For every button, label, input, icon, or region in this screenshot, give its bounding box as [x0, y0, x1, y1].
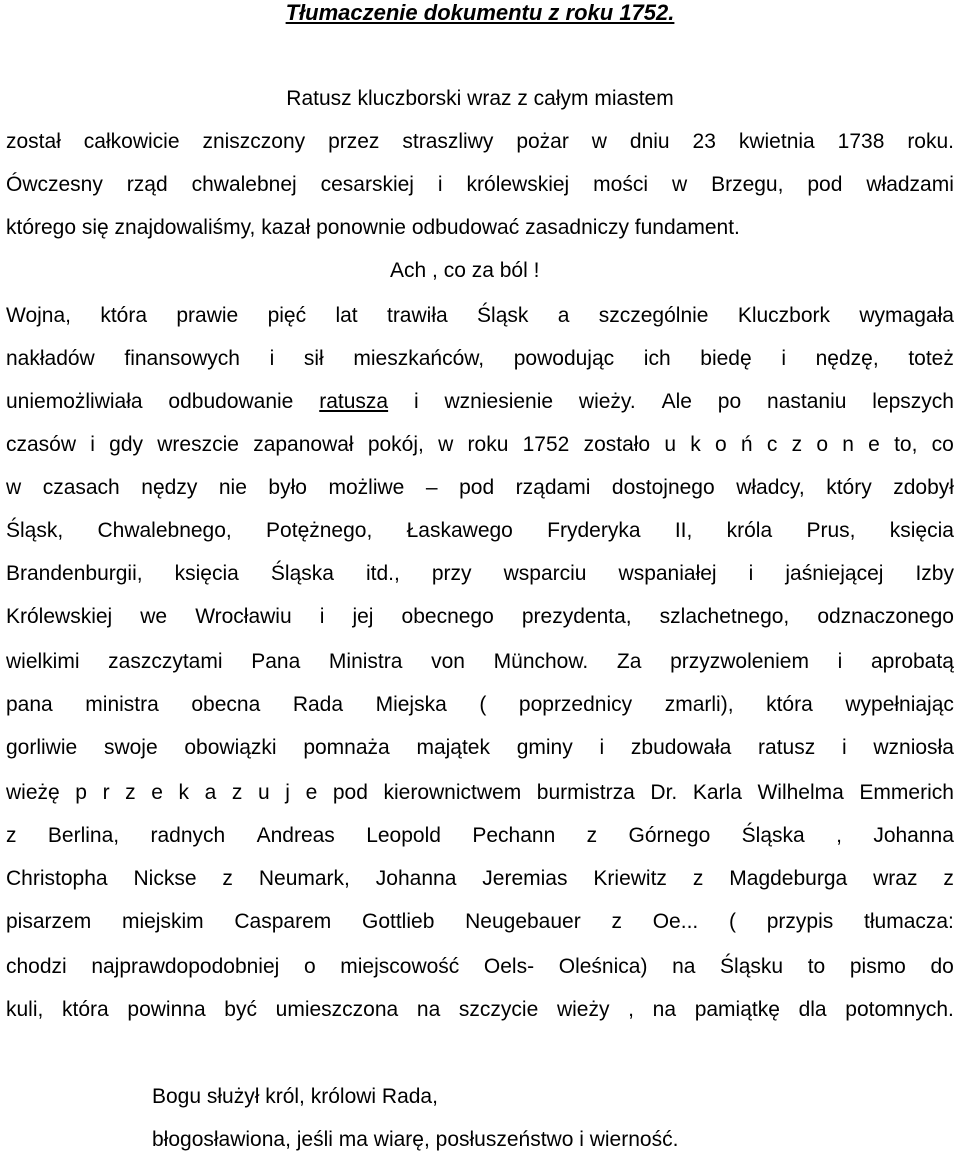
word: która — [766, 693, 813, 716]
word: nastaniu — [767, 390, 847, 413]
word: lepszych — [872, 390, 954, 413]
word: i — [269, 347, 275, 370]
word: burmistrza — [536, 781, 635, 804]
word: , — [836, 824, 842, 847]
word: pamiątkę — [694, 998, 780, 1021]
word: Górnego — [628, 824, 711, 847]
word: radnych — [150, 824, 226, 847]
word: i — [599, 736, 605, 759]
word: nędzy — [141, 476, 198, 499]
intro-exclamation: Ach , co za ból ! — [390, 259, 540, 282]
word: dniu — [629, 130, 670, 153]
word: przypis — [766, 910, 834, 933]
word: Oe... — [652, 910, 699, 933]
word: kierownictwem — [383, 781, 522, 804]
word: gorliwie — [6, 736, 78, 759]
word: prawie — [176, 304, 239, 327]
word: zapanował — [253, 433, 354, 456]
word: o — [816, 433, 828, 456]
word: z — [692, 867, 704, 890]
word: mości — [593, 173, 649, 196]
word: finansowych — [124, 347, 240, 370]
word: Królewskiej — [6, 605, 113, 628]
word: i — [841, 736, 847, 759]
body-line-1 — [6, 303, 954, 329]
word: księcia — [174, 562, 239, 585]
word: pożar — [516, 130, 569, 153]
word: z — [791, 433, 803, 456]
word: wielkimi — [6, 650, 80, 673]
word: roku. — [907, 130, 954, 153]
word: Andreas — [256, 824, 335, 847]
body-line-13 — [6, 823, 954, 849]
word: kuli, — [6, 998, 44, 1021]
word: pomnaża — [303, 736, 390, 759]
body-line-5 — [6, 475, 954, 501]
word: to — [807, 955, 826, 978]
word: przez — [328, 130, 380, 153]
word: było — [268, 476, 307, 499]
word: jej — [352, 605, 374, 628]
word: i — [319, 605, 325, 628]
word: Christopha — [6, 867, 108, 890]
word: Śląska — [741, 824, 805, 847]
word: ń — [740, 433, 753, 456]
word: dla — [798, 998, 827, 1021]
word: Wojna, — [6, 304, 71, 327]
word: Jeremias — [482, 867, 568, 890]
word: pod — [332, 781, 368, 804]
word: z — [125, 781, 136, 804]
word: Casparem — [234, 910, 332, 933]
word: na — [672, 955, 696, 978]
word: ratusza — [319, 390, 389, 413]
word: j — [285, 781, 290, 804]
word: władzami — [866, 173, 954, 196]
word: czasów — [6, 433, 77, 456]
word: Chwalebnego, — [97, 519, 232, 542]
word: to, — [894, 433, 918, 456]
closing-line-1: Bogu służył król, królowi Rada, — [152, 1085, 438, 1108]
word: i — [413, 390, 419, 413]
word: która — [100, 304, 148, 327]
word: z — [943, 867, 954, 890]
word: Łaskawego — [406, 519, 513, 542]
word: i — [90, 433, 95, 456]
word: o — [303, 955, 316, 978]
word: i — [781, 347, 786, 370]
word: w — [438, 433, 454, 456]
word: księcia — [889, 519, 954, 542]
word: wsparciu — [503, 562, 587, 585]
word: i — [837, 650, 843, 673]
word: 1752 — [522, 433, 570, 456]
word: jaśniejącej — [785, 562, 884, 585]
word: we — [140, 605, 168, 628]
word: pokój, — [367, 433, 424, 456]
word: cesarskiej — [320, 173, 414, 196]
word: co — [931, 433, 954, 456]
closing-line-2: błogosławiona, jeśli ma wiarę, posłuszeństwo i wierność. — [152, 1128, 679, 1151]
word: na — [416, 998, 441, 1021]
word: e — [868, 433, 880, 456]
word: Oleśnica) — [558, 955, 648, 978]
word: straszliwy — [402, 130, 494, 153]
word: wieży — [556, 998, 610, 1021]
body-line-17 — [6, 997, 954, 1023]
word: Nickse — [133, 867, 197, 890]
word: władcy, — [736, 476, 805, 499]
intro-line-2 — [6, 129, 954, 155]
word: wreszcie — [157, 433, 239, 456]
word: e — [151, 781, 163, 804]
word: ministra — [85, 693, 159, 716]
word: potomnych. — [845, 998, 954, 1021]
word: Karla — [692, 781, 742, 804]
word: ich — [643, 347, 671, 370]
word: p — [75, 781, 87, 804]
word: pismo — [849, 955, 906, 978]
word: dostojnego — [611, 476, 715, 499]
word: Rada — [292, 693, 344, 716]
word: z — [222, 867, 233, 890]
body-line-11 — [6, 735, 954, 761]
word: itd., — [365, 562, 400, 585]
word: możliwe — [328, 476, 405, 499]
word: Izby — [915, 562, 954, 585]
word: Miejska — [375, 693, 447, 716]
word: i — [437, 173, 443, 196]
word: zdobył — [893, 476, 954, 499]
word: w — [591, 130, 607, 153]
word: pana — [6, 693, 53, 716]
word: von — [431, 650, 465, 673]
word: z — [611, 910, 622, 933]
word: Kluczbork — [737, 304, 831, 327]
word: wieży. — [578, 390, 636, 413]
word: ratusz — [758, 736, 816, 759]
word: miejskim — [121, 910, 204, 933]
word: umieszczona — [275, 998, 399, 1021]
word: na — [652, 998, 677, 1021]
word: prezydenta, — [521, 605, 632, 628]
word: Pana — [251, 650, 301, 673]
word: a — [557, 304, 570, 327]
word: szlachetnego, — [659, 605, 790, 628]
word: królewskiej — [466, 173, 570, 196]
word: 23 — [692, 130, 716, 153]
word: Dr. — [650, 781, 678, 804]
word: zniszczony — [202, 130, 306, 153]
word: o — [715, 433, 727, 456]
word: – — [425, 476, 438, 499]
intro-line-1: Ratusz kluczborski wraz z całym miastem — [286, 87, 674, 110]
word: zaszczytami — [108, 650, 223, 673]
body-line-6 — [6, 518, 954, 544]
body-line-8 — [6, 604, 954, 630]
word: Prus, — [806, 519, 856, 542]
word: uniemożliwiała — [6, 390, 143, 413]
word: całkowicie — [83, 130, 180, 153]
word: majątek — [416, 736, 490, 759]
word: z — [231, 781, 243, 804]
word: Johanna — [873, 824, 954, 847]
word: czasach — [42, 476, 120, 499]
word: obecna — [191, 693, 261, 716]
word: przyzwoleniem — [670, 650, 809, 673]
body-line-15 — [6, 909, 954, 935]
word: z — [6, 824, 17, 847]
word: Brzegu, — [711, 173, 784, 196]
word: chwalebnej — [191, 173, 297, 196]
word: swoje — [103, 736, 158, 759]
word: odznaczonego — [817, 605, 954, 628]
word: aprobatą — [870, 650, 954, 673]
word: pisarzem — [6, 910, 92, 933]
word: Wilhelma — [757, 781, 844, 804]
body-line-7 — [6, 561, 954, 587]
word: powinna — [127, 998, 206, 1021]
word: Neumark, — [258, 867, 350, 890]
body-line-9 — [6, 649, 954, 675]
body-line-10 — [6, 692, 954, 718]
word: wypełniając — [845, 693, 954, 716]
word: w — [671, 173, 688, 196]
word: toteż — [908, 347, 954, 370]
word: kwietnia — [738, 130, 815, 153]
word: lat — [335, 304, 358, 327]
word: Neugebauer — [465, 910, 581, 933]
word: zostało — [583, 433, 651, 456]
intro-line-3 — [6, 172, 954, 198]
word: gminy — [516, 736, 573, 759]
word: II, — [674, 519, 693, 542]
word: trawiła — [386, 304, 448, 327]
word: k — [178, 781, 190, 804]
word: Gottlieb — [362, 910, 435, 933]
word: Leopold — [366, 824, 441, 847]
word: zbudowała — [630, 736, 732, 759]
word: został — [6, 130, 61, 153]
word: n — [842, 433, 854, 456]
word: e — [305, 781, 318, 804]
word: zmarli), — [664, 693, 734, 716]
word: obowiązki — [184, 736, 277, 759]
word: który — [826, 476, 872, 499]
word: k — [690, 433, 701, 456]
body-line-3 — [6, 389, 954, 415]
word: pod — [807, 173, 843, 196]
word: pod — [459, 476, 495, 499]
word: Ówczesny — [6, 173, 103, 196]
word: z — [586, 824, 598, 847]
word: sił — [303, 347, 324, 370]
word: ( — [729, 910, 736, 933]
word: wzniosła — [873, 736, 954, 759]
word: wspaniałej — [618, 562, 717, 585]
word: c — [766, 433, 778, 456]
word: Śląsku — [720, 955, 784, 978]
word: i — [748, 562, 754, 585]
word: roku — [467, 433, 509, 456]
word: chodzi — [6, 955, 67, 978]
word: wieżę — [6, 781, 60, 804]
word: Münchow. — [493, 650, 589, 673]
word: Kriewitz — [593, 867, 667, 890]
word: Brandenburgii, — [6, 562, 143, 585]
word: być — [224, 998, 257, 1021]
word: r — [102, 781, 110, 804]
word: która — [62, 998, 109, 1021]
word: wymagała — [859, 304, 954, 327]
word: rząd — [126, 173, 168, 196]
word: Oels- — [483, 955, 535, 978]
word: rządami — [515, 476, 591, 499]
word: tłumacza: — [864, 910, 954, 933]
word: szczególnie — [598, 304, 709, 327]
word: 1738 — [837, 130, 885, 153]
word: szczycie — [458, 998, 539, 1021]
word: w — [6, 476, 22, 499]
body-line-2 — [6, 346, 954, 372]
word: nędzę, — [815, 347, 879, 370]
word: Berlina, — [47, 824, 120, 847]
word: odbudowanie — [168, 390, 294, 413]
word: pięć — [267, 304, 307, 327]
word: wzniesienie — [444, 390, 554, 413]
word: Johanna — [375, 867, 457, 890]
word: Fryderyka — [547, 519, 641, 542]
word: Ale — [661, 390, 692, 413]
word: mieszkańców, — [353, 347, 485, 370]
word: króla — [726, 519, 773, 542]
word: Ministra — [328, 650, 403, 673]
body-line-14 — [6, 866, 954, 892]
word: Śląsk — [477, 304, 529, 327]
word: po — [717, 390, 742, 413]
word: poprzednicy — [518, 693, 633, 716]
word: powodując — [513, 347, 615, 370]
word: , — [628, 998, 634, 1021]
word: ( — [479, 693, 487, 716]
word: Potężnego, — [266, 519, 373, 542]
word: a — [204, 781, 217, 804]
word: miejscowość — [340, 955, 460, 978]
intro-line-4: którego się znajdowaliśmy, kazał ponownie odbudować zasadniczy fundament. — [6, 216, 740, 239]
word: u — [664, 433, 677, 456]
word: nie — [218, 476, 247, 499]
word: Wrocławiu — [195, 605, 292, 628]
word: nakładów — [6, 347, 95, 370]
word: przy — [431, 562, 472, 585]
body-line-12 — [6, 780, 954, 806]
word: Pechann — [472, 824, 556, 847]
word: u — [258, 781, 270, 804]
word: Magdeburga — [729, 867, 848, 890]
word: wraz — [873, 867, 918, 890]
word: Śląsk, — [6, 519, 64, 542]
word: Emmerich — [859, 781, 954, 804]
word: najprawdopodobniej — [91, 955, 280, 978]
body-line-4 — [6, 432, 954, 458]
word: obecnego — [401, 605, 494, 628]
body-line-16 — [6, 954, 954, 980]
word: biedę — [700, 347, 752, 370]
word: gdy — [109, 433, 144, 456]
word: Śląska — [270, 562, 334, 585]
word: Za — [616, 650, 642, 673]
document-title: Tłumaczenie dokumentu z roku 1752. — [285, 0, 675, 25]
word: do — [930, 955, 954, 978]
